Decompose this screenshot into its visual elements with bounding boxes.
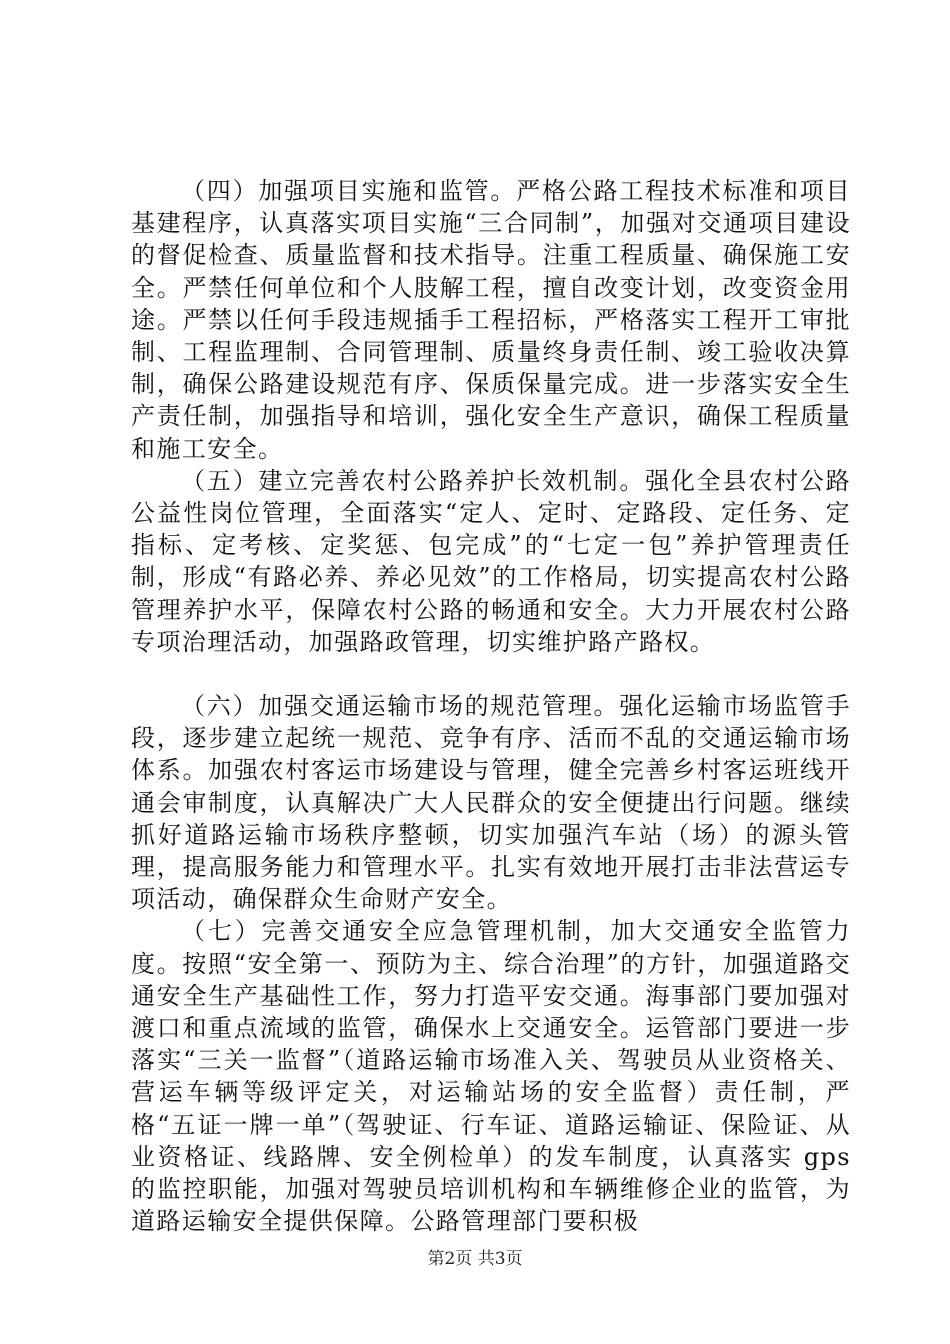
document-body xyxy=(131,175,851,1238)
paragraph-seven: （七）完善交通安全应急管理机制，加大交通安全监管力度。按照“安全第一、预防为主、综合治理”的方针，加强道路交通安全生产基础性工作，努力打造平安交通。海事部门要加强对渡口和重点流域的监管，确保水上交通安全。运管部门要进一步落实“三关一监督”（道路运输市场准入关、驾驶员从业资格关、营运车辆等级评定关，对运输站场的安全监督）责任制，严格“五证一牌一单”（驾驶证、行车证、道路运输证、保险证、从业资格证、线路牌、安全例检单）的发车制度，认真落实 gps 的监控职能，加强对驾驶员培训机构和车辆维修企业的监管，为道路运输安全提供保障。公路管理部门要积极 xyxy=(131,917,851,1236)
paragraph-six: （六）加强交通运输市场的规范管理。强化运输市场监管手段，逐步建立起统一规范、竞争有序、活而不乱的交通运输市场体系。加强农村客运市场建设与管理，健全完善乡村客运班线开通会审制度，认真解决广大人民群众的安全便捷出行问题。继续抓好道路运输市场秩序整顿，切实加强汽车站（场）的源头管理，提高服务能力和管理水平。扎实有效地开展打击非法营运专项活动，确保群众生命财产安全。 xyxy=(131,692,851,914)
page-number-footer: 第2页 共3页 xyxy=(427,1249,523,1269)
paragraph-four: （四）加强项目实施和监管。严格公路工程技术标准和项目基建程序，认真落实项目实施“三合同制”，加强对交通项目建设的督促检查、质量监督和技术指导。注重工程质量、确保施工安全。严禁任何单位和个人肢解工程，擅自改变计划，改变资金用途。严禁以任何手段违规插手工程招标，严格落实工程开工审批制、工程监理制、合同管理制、质量终身责任制、竣工验收决算制，确保公路建设规范有序、保质保量完成。进一步落实安全生产责任制，加强指导和培训，强化安全生产意识，确保工程质量和施工安全。 xyxy=(131,177,851,463)
paragraph-spacer xyxy=(131,658,851,690)
paragraph-five: （五）建立完善农村公路养护长效机制。强化全县农村公路公益性岗位管理，全面落实“定人、定时、定路段、定任务、定指标、定考核、定奖惩、包完成”的“七定一包”养护管理责任制，形成“有路必养、养必见效”的工作格局，切实提高农村公路管理养护水平，保障农村公路的畅通和安全。大力开展农村公路专项治理活动，加强路政管理，切实维护路产路权。 xyxy=(131,466,851,656)
